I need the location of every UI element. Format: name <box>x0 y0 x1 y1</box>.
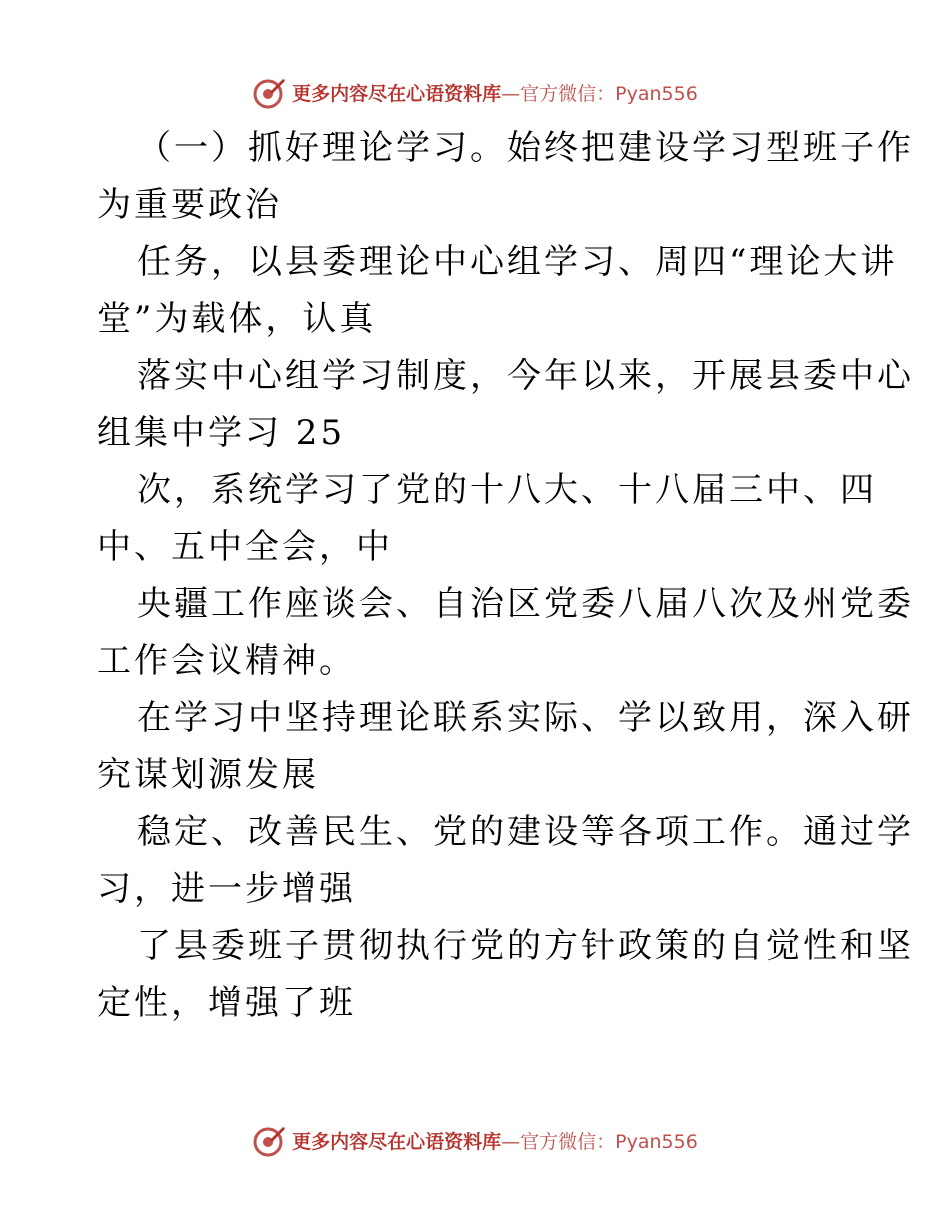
paragraph-4: 次，系统学习了党的十八大、十八届三中、四 中、五中全会，中 <box>97 470 877 567</box>
pen-logo-icon <box>252 74 288 110</box>
paragraph-7: 稳定、改善民生、党的建设等各项工作。通过学 习，进一步增强 <box>97 812 914 909</box>
footer-watermark <box>0 1120 950 1160</box>
paragraph-6: 在学习中坚持理论联系实际、学以致用，深入研 究谋划源发展 <box>97 698 914 795</box>
watermark-text: 更多内容尽在心语资料库—官方微信：Pyan556 <box>292 82 698 105</box>
paragraph-3: 落实中心组学习制度，今年以来，开展县委中心 组集中学习 25 <box>97 356 914 453</box>
paragraph-2: 任务，以县委理论中心组学习、周四“理论大讲 堂”为载体，认真 <box>97 242 898 339</box>
paragraph-8: 了县委班子贯彻执行党的方针政策的自觉性和坚 定性，增强了班 <box>97 926 914 1023</box>
paragraph-1: （一）抓好理论学习。始终把建设学习型班子作 为重要政治 <box>97 128 914 225</box>
pen-logo-icon <box>252 1122 288 1158</box>
document-body <box>97 120 914 1032</box>
header-watermark <box>0 72 950 112</box>
watermark-text: 更多内容尽在心语资料库—官方微信：Pyan556 <box>292 1130 698 1153</box>
paragraph-5: 央疆工作座谈会、自治区党委八届八次及州党委 工作会议精神。 <box>97 584 914 681</box>
